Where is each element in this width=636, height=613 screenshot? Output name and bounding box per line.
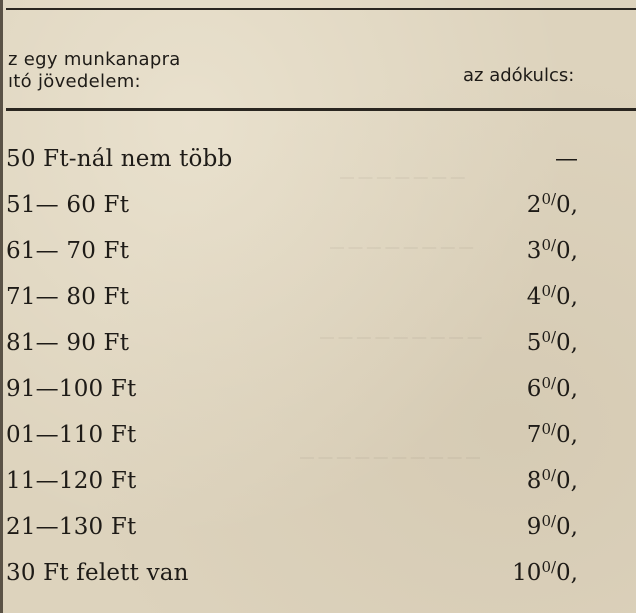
percent-sign: 0/ [541, 282, 557, 300]
tax-rate: $4^{0/}0$, [526, 282, 578, 310]
income-header-line-1: z egy munkanapra [8, 49, 181, 70]
income-range: 61— 70 Ft [6, 238, 130, 264]
tax-rate: — [555, 146, 578, 172]
tax-rate: $10^{0/}0$, [512, 558, 578, 586]
table-row [0, 140, 636, 186]
tax-rate-table [0, 140, 636, 600]
income-range: 51— 60 Ft [6, 192, 130, 218]
table-row [0, 416, 636, 462]
table-row [0, 278, 636, 324]
percent-sign: 0/ [541, 512, 557, 530]
percent-sign: 0/ [541, 190, 557, 208]
table-row [0, 462, 636, 508]
income-column-header [8, 49, 181, 93]
header-rule [6, 108, 636, 111]
table-row [0, 186, 636, 232]
income-range: 01—110 Ft [6, 422, 137, 448]
tax-rate: $8^{0/}0$, [526, 466, 578, 494]
tax-rate: $3^{0/}0$, [526, 236, 578, 264]
income-range: 11—120 Ft [6, 468, 137, 494]
tax-rate: $2^{0/}0$, [526, 190, 578, 218]
tax-rate: $9^{0/}0$, [526, 512, 578, 540]
table-row [0, 370, 636, 416]
top-rule [6, 8, 636, 10]
income-range: 21—130 Ft [6, 514, 137, 540]
income-range: 71— 80 Ft [6, 284, 130, 310]
percent-sign: 0/ [541, 558, 557, 576]
percent-sign: 0/ [541, 328, 557, 346]
percent-sign: 0/ [541, 420, 557, 438]
tax-rate: $6^{0/}0$, [526, 374, 578, 402]
table-row [0, 232, 636, 278]
percent-sign: 0/ [541, 236, 557, 254]
income-range: 50 Ft-nál nem több [6, 146, 233, 172]
rate-column-header: az adókulcs: [463, 65, 575, 86]
tax-rate: $5^{0/}0$, [526, 328, 578, 356]
income-range: 30 Ft felett van [6, 560, 189, 586]
tax-rate: $7^{0/}0$, [526, 420, 578, 448]
percent-sign: 0/ [541, 374, 557, 392]
table-row [0, 324, 636, 370]
percent-sign: 0/ [541, 466, 557, 484]
table-row [0, 554, 636, 600]
income-range: 91—100 Ft [6, 376, 137, 402]
income-range: 81— 90 Ft [6, 330, 130, 356]
income-header-line-2: ıtó jövedelem: [8, 71, 141, 92]
scanned-page: ― ― ― ― ― ― ― ― ― ― ― ― ― ― ― ― ― ― ― ― ― ― ― ― ― ― ― ― ― ― ― ― ― ― z egy munkanapra ıtó jövedelem: az adókulcs: 50 Ft-nál nem több — 51— 60 Ft $2^{0/}0$, 61— 70 Ft $3^{0/}0$, 71— 80 Ft $4^{0/}0$, 81— 90 Ft $5^{0/}0$, 91—100 Ft $6^{0/}0$, 01—110 Ft $7^{0/}0$, 11—120 Ft $8^{0/}0$, 21—130 Ft $9^{0/}0$, 30 Ft felett van $10^{0/}0$, [0, 0, 636, 613]
table-row [0, 508, 636, 554]
